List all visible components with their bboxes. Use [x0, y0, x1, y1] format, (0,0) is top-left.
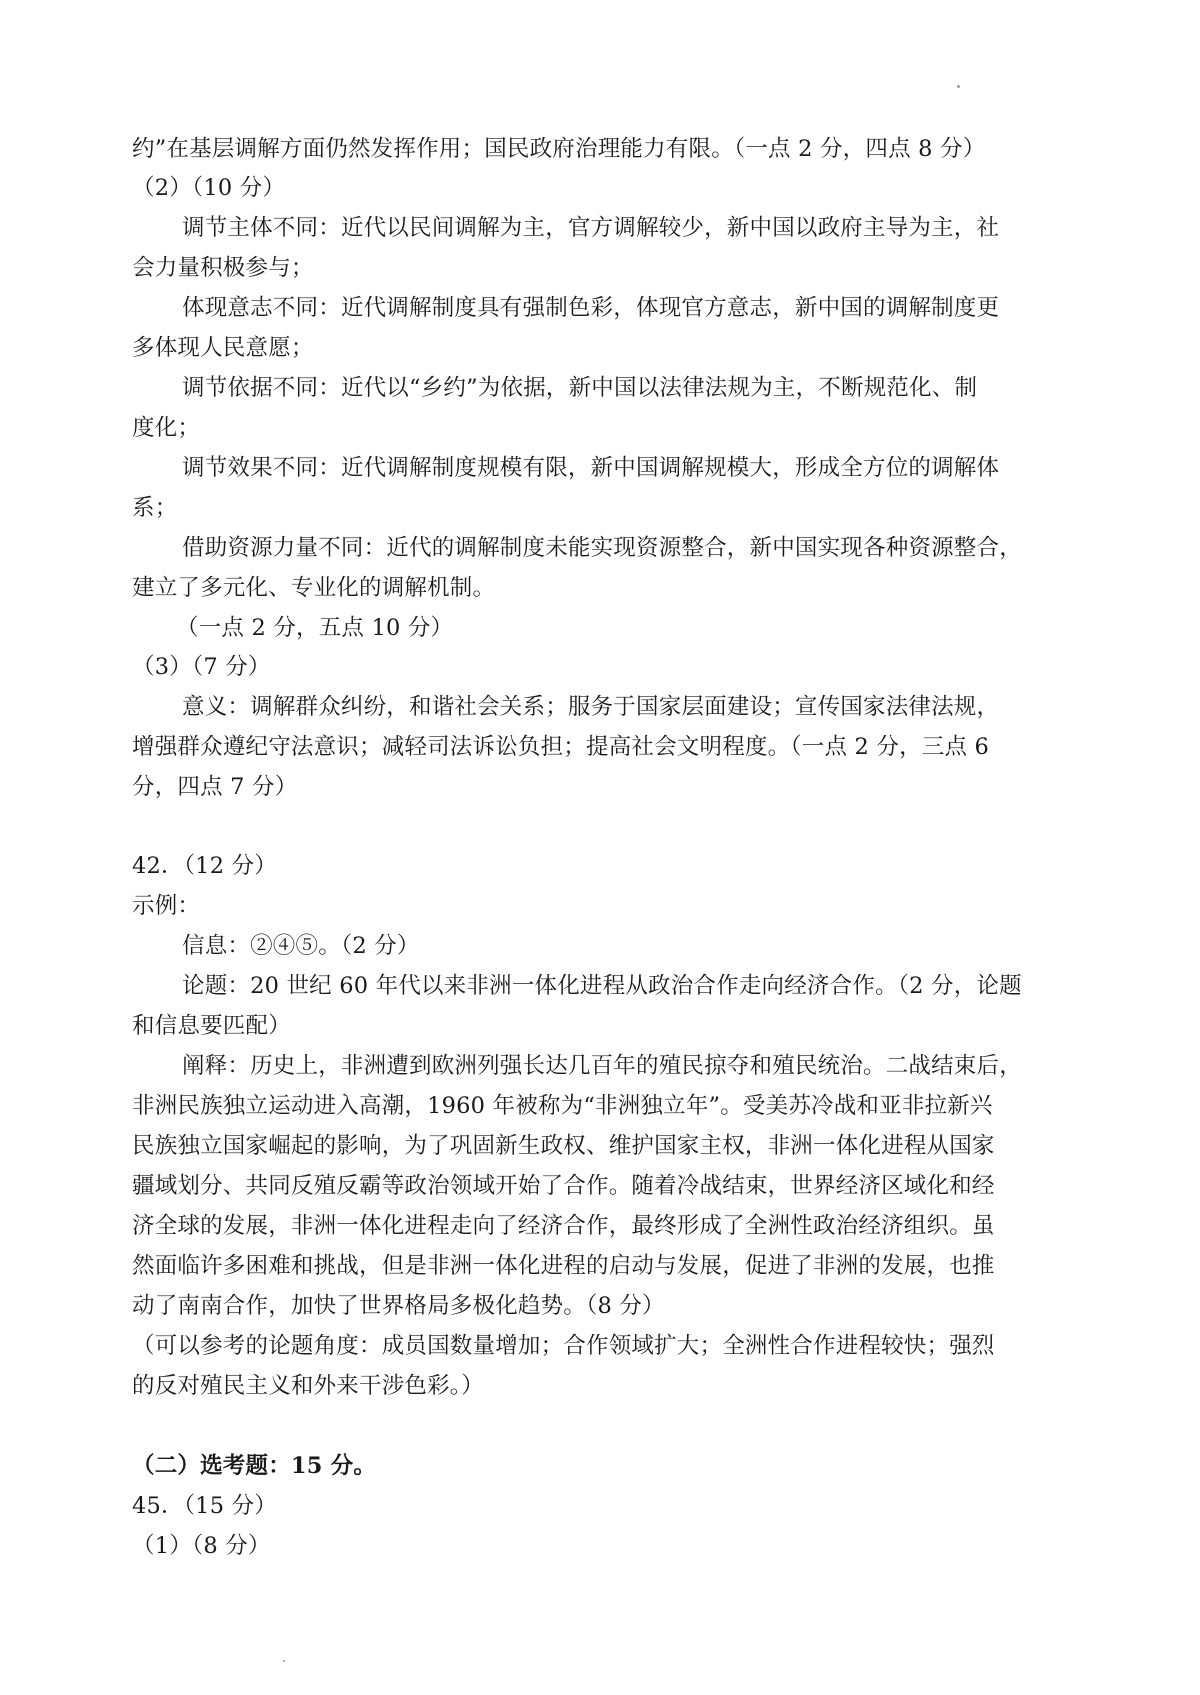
section-heading: （二）选考题：15 分。 [132, 1453, 377, 1479]
text-line: 阐释：历史上，非洲遭到欧洲列强长达几百年的殖民掠夺和殖民统治。二战结束后， [182, 1053, 1022, 1079]
scan-speck [957, 85, 960, 88]
text-line: 和信息要匹配） [132, 1013, 291, 1039]
subquestion-heading: （2）（10 分） [132, 175, 286, 201]
text-line: （可以参考的论题角度：成员国数量增加；合作领域扩大；全洲性合作进程较快；强烈 [132, 1333, 995, 1359]
text-line: 然面临许多困难和挑战，但是非洲一体化进程的启动与发展，促进了非洲的发展，也推 [132, 1253, 995, 1279]
scan-speck [283, 1660, 285, 1662]
text-line: 非洲民族独立运动进入高潮，1960 年被称为“非洲独立年”。受美苏冷战和亚非拉新兴 [132, 1093, 993, 1119]
text-line: 疆域划分、共同反殖反霸等政治领域开始了合作。随着冷战结束，世界经济区域化和经 [132, 1173, 995, 1199]
text-line: 意义：调解群众纠纷，和谐社会关系；服务于国家层面建设；宣传国家法律法规， [182, 694, 1000, 720]
text-line: 约”在基层调解方面仍然发挥作用；国民政府治理能力有限。（一点 2 分，四点 8 分） [132, 136, 986, 162]
text-line: 会力量积极参与； [132, 255, 314, 281]
text-line: 度化； [132, 415, 201, 441]
text-line: 调节主体不同：近代以民间调解为主，官方调解较少，新中国以政府主导为主，社 [182, 215, 1000, 241]
text-line: 增强群众遵纪守法意识；减轻司法诉讼负担；提高社会文明程度。（一点 2 分，三点 6 [132, 734, 990, 760]
subquestion-heading: （3）（7 分） [132, 654, 271, 680]
text-line: 济全球的发展，非洲一体化进程走向了经济合作，最终形成了全洲性政治经济组织。虽 [132, 1213, 995, 1239]
text-line: 动了南南合作，加快了世界格局多极化趋势。（8 分） [132, 1293, 665, 1319]
text-line: 调节效果不同：近代调解制度规模有限，新中国调解规模大，形成全方位的调解体 [182, 455, 1000, 481]
text-line: 系； [132, 495, 178, 521]
score-note: （一点 2 分，五点 10 分） [176, 615, 454, 641]
text-line: 调节依据不同：近代以“乡约”为依据，新中国以法律法规为主，不断规范化、制 [182, 375, 978, 401]
text-line: 民族独立国家崛起的影响，为了巩固新生政权、维护国家主权，非洲一体化进程从国家 [132, 1133, 995, 1159]
text-line: 建立了多元化、专业化的调解机制。 [132, 575, 496, 601]
text-line: 多体现人民意愿； [132, 335, 314, 361]
text-line: 示例： [132, 893, 201, 919]
question-heading: 45．（15 分） [132, 1493, 277, 1519]
text-line: 体现意志不同：近代调解制度具有强制色彩，体现官方意志，新中国的调解制度更 [182, 295, 1000, 321]
question-heading: 42．（12 分） [132, 853, 277, 879]
text-line: 信息：②④⑤。（2 分） [182, 933, 420, 959]
text-line: 分，四点 7 分） [132, 774, 298, 800]
text-line: 的反对殖民主义和外来干涉色彩。） [132, 1373, 484, 1399]
text-line: 论题：20 世纪 60 年代以来非洲一体化进程从政治合作走向经济合作。（2 分，论题 [182, 973, 1022, 999]
subquestion-heading: （1）（8 分） [132, 1533, 271, 1559]
text-line: 借助资源力量不同：近代的调解制度未能实现资源整合，新中国实现各种资源整合， [182, 535, 1022, 561]
